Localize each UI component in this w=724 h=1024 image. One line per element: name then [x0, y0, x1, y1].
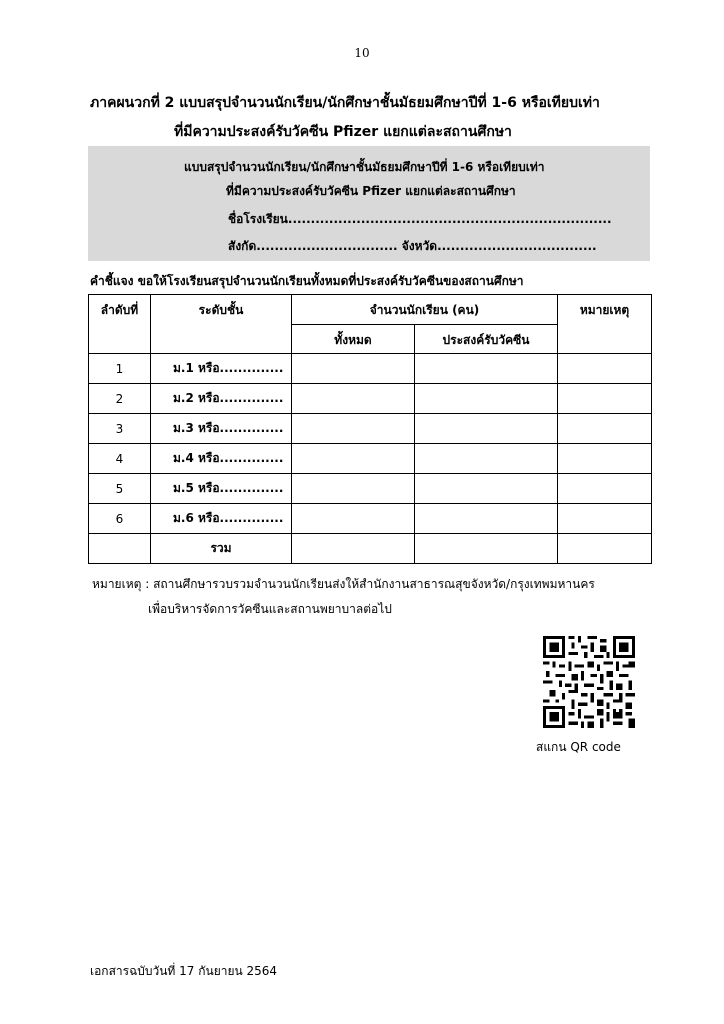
sum-label: รวม [151, 534, 292, 564]
row-level: ม.4 หรือ.............. [151, 444, 292, 474]
row-number: 6 [89, 504, 151, 534]
note-line-1: หมายเหตุ : สถานศึกษารวบรวมจำนวนนักเรียนส่งให้สำนักงานสาธารณสุขจังหวัด/กรุงเทพมหานคร [92, 577, 595, 591]
cell-remarks [558, 474, 652, 504]
header-remarks: หมายเหตุ [558, 295, 652, 354]
cell-remarks [558, 384, 652, 414]
cell-total [292, 354, 415, 384]
sum-total [292, 534, 415, 564]
cell-total [292, 474, 415, 504]
affiliation-province-field: สังกัด............................... จังหวัด................................... [228, 239, 597, 253]
note-line-2: เพื่อบริหารจัดการวัคซีนและสถานพยาบาลต่อไป [148, 602, 392, 616]
form-header-box [88, 146, 650, 261]
row-level: ม.2 หรือ.............. [151, 384, 292, 414]
row-level: ม.1 หรือ.............. [151, 354, 292, 384]
row-level: ม.5 หรือ.............. [151, 474, 292, 504]
appendix-subtitle: ที่มีความประสงค์รับวัคซีน Pfizer แยกแต่ละสถานศึกษา [174, 124, 512, 140]
cell-wanting [415, 504, 558, 534]
table-row [89, 354, 652, 384]
form-title: แบบสรุปจำนวนนักเรียน/นักศึกษาชั้นมัธยมศึกษาปีที่ 1-6 หรือเทียบเท่า [184, 160, 545, 174]
cell-remarks [558, 444, 652, 474]
cell-total [292, 384, 415, 414]
cell-remarks [558, 414, 652, 444]
cell-wanting [415, 414, 558, 444]
row-number: 2 [89, 384, 151, 414]
table-row [89, 444, 652, 474]
header-total: ทั้งหมด [292, 325, 415, 354]
cell-wanting [415, 384, 558, 414]
table-row [89, 504, 652, 534]
cell-wanting [415, 474, 558, 504]
table-header-row [89, 295, 652, 325]
sum-number-cell [89, 534, 151, 564]
header-order: ลำดับที่ [89, 295, 151, 354]
cell-total [292, 444, 415, 474]
row-number: 3 [89, 414, 151, 444]
document-date-footer: เอกสารฉบับวันที่ 17 กันยายน 2564 [90, 964, 278, 978]
cell-total [292, 414, 415, 444]
qr-caption: สแกน QR code [536, 740, 621, 754]
school-name-field: ชื่อโรงเรียน....................................................................... [228, 212, 612, 226]
table-sum-row [89, 534, 652, 564]
page-number: 10 [354, 46, 370, 60]
sum-wanting [415, 534, 558, 564]
row-number: 5 [89, 474, 151, 504]
cell-remarks [558, 354, 652, 384]
table-row [89, 414, 652, 444]
form-subtitle: ที่มีความประสงค์รับวัคซีน Pfizer แยกแต่ละสถานศึกษา [226, 184, 516, 198]
row-level: ม.6 หรือ.............. [151, 504, 292, 534]
header-level: ระดับชั้น [151, 295, 292, 354]
row-number: 1 [89, 354, 151, 384]
header-student-count: จำนวนนักเรียน (คน) [292, 295, 558, 325]
cell-wanting [415, 354, 558, 384]
cell-remarks [558, 504, 652, 534]
row-level: ม.3 หรือ.............. [151, 414, 292, 444]
instruction-text: คำชี้แจง ขอให้โรงเรียนสรุปจำนวนนักเรียนทั้งหมดที่ประสงค์รับวัคซีนของสถานศึกษา [90, 274, 524, 288]
row-number: 4 [89, 444, 151, 474]
cell-wanting [415, 444, 558, 474]
appendix-title: ภาคผนวกที่ 2 แบบสรุปจำนวนนักเรียน/นักศึกษาชั้นมัธยมศึกษาปีที่ 1-6 หรือเทียบเท่า [90, 95, 600, 111]
student-summary-table [88, 294, 652, 564]
table-row [89, 474, 652, 504]
sum-remarks [558, 534, 652, 564]
cell-total [292, 504, 415, 534]
header-wanting-vaccine: ประสงค์รับวัคซีน [415, 325, 558, 354]
table-row [89, 384, 652, 414]
qr-code[interactable] [543, 636, 635, 728]
